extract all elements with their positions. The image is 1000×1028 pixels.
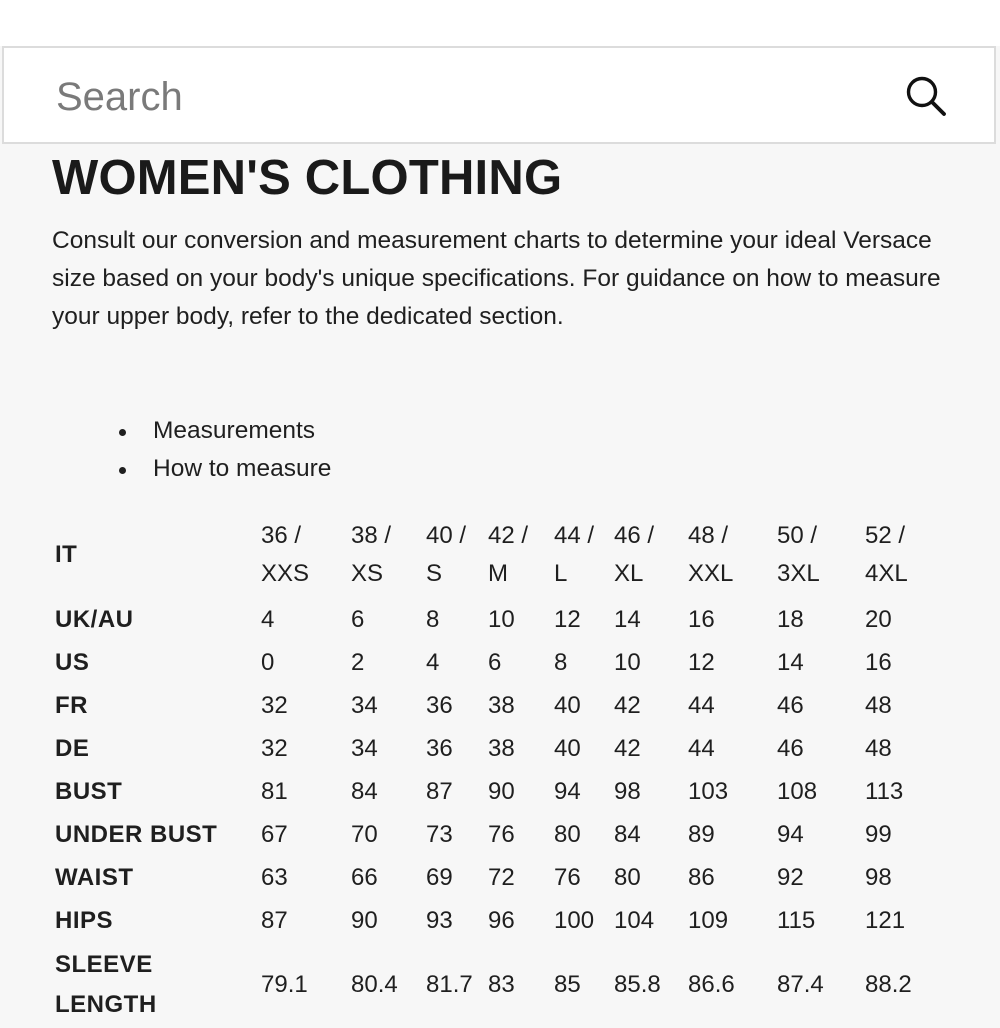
- table-cell: 121: [865, 906, 906, 934]
- table-cell: 80: [614, 863, 641, 891]
- table-row: [52, 598, 925, 641]
- table-cell: 93: [426, 906, 453, 934]
- table-cell: 8: [554, 648, 568, 676]
- table-cell: 80: [554, 820, 581, 848]
- table-cell: 70: [351, 820, 378, 848]
- row-label: BUST: [55, 777, 123, 805]
- table-cell: 40: [554, 691, 581, 719]
- table-cell: 92: [777, 863, 804, 891]
- table-row: [52, 813, 925, 856]
- table-cell: 14: [614, 605, 641, 633]
- table-cell: 48: [865, 691, 892, 719]
- table-cell: 69: [426, 863, 453, 891]
- table-cell: 98: [865, 863, 892, 891]
- row-label: HIPS: [55, 906, 114, 934]
- table-cell: 38: [488, 734, 515, 762]
- table-cell: 79.1: [261, 971, 308, 998]
- table-row: [52, 770, 925, 813]
- table-cell: 32: [261, 734, 288, 762]
- table-cell: 32: [261, 691, 288, 719]
- table-cell: 46: [777, 691, 804, 719]
- table-row: [52, 727, 925, 770]
- row-label: FR: [55, 691, 88, 719]
- table-cell: 72: [488, 863, 515, 891]
- table-row: [52, 899, 925, 942]
- row-label: DE: [55, 734, 90, 762]
- row-label: UNDER BUST: [55, 820, 218, 848]
- table-cell: 63: [261, 863, 288, 891]
- table-cell: 42: [614, 691, 641, 719]
- table-cell: 16: [865, 648, 892, 676]
- table-cell: 88.2: [865, 971, 912, 998]
- table-cell: 94: [554, 777, 581, 805]
- table-cell: 73: [426, 820, 453, 848]
- page-title: WOMEN'S CLOTHING: [52, 151, 563, 205]
- intro-text: Consult our conversion and measurement charts to determine your ideal Versace size based on your body's unique specifications. For guidance on how to measure your upper body, refer to the dedicated section.: [52, 227, 941, 330]
- table-cell: 94: [777, 820, 804, 848]
- table-cell: 100: [554, 906, 595, 934]
- table-cell: 81: [261, 777, 288, 805]
- table-cell: 6: [488, 648, 502, 676]
- table-cell: 4: [426, 648, 440, 676]
- table-cell: 12: [688, 648, 715, 676]
- size-header-cell: 50 / 3XL: [777, 522, 820, 587]
- table-cell: 109: [688, 906, 729, 934]
- table-cell: 84: [614, 820, 641, 848]
- table-cell: 85: [554, 971, 581, 998]
- table-cell: 99: [865, 820, 892, 848]
- nav-item-how-to-measure: [119, 450, 331, 488]
- table-cell: 14: [777, 648, 804, 676]
- table-row-sleeve-length: [52, 942, 925, 1028]
- table-cell: 96: [488, 906, 515, 934]
- table-cell: 42: [614, 734, 641, 762]
- size-header-cell: 52 / 4XL: [865, 522, 908, 587]
- table-cell: 36: [426, 691, 453, 719]
- row-label: UK/AU: [55, 605, 134, 633]
- table-cell: 20: [865, 605, 892, 633]
- table-cell: 44: [688, 691, 715, 719]
- search-input[interactable]: [56, 70, 836, 124]
- table-cell: 103: [688, 777, 729, 805]
- table-cell: 104: [614, 906, 655, 934]
- table-cell: 40: [554, 734, 581, 762]
- table-cell: 86: [688, 863, 715, 891]
- table-cell: 87: [426, 777, 453, 805]
- row-label: US: [55, 648, 90, 676]
- table-cell: 10: [488, 605, 515, 633]
- table-cell: 44: [688, 734, 715, 762]
- table-cell: 76: [488, 820, 515, 848]
- table-cell: 46: [777, 734, 804, 762]
- table-cell: 4: [261, 605, 275, 633]
- table-cell: 80.4: [351, 971, 398, 998]
- size-header-cell: 38 / XS: [351, 522, 392, 587]
- table-cell: 16: [688, 605, 715, 633]
- size-header-cell: 48 / XXL: [688, 522, 734, 587]
- section-nav: [119, 412, 331, 488]
- size-header-cell: 36 / XXS: [261, 522, 310, 587]
- nav-item-measurements: [119, 412, 331, 450]
- table-cell: 12: [554, 605, 581, 633]
- table-cell: 87: [261, 906, 288, 934]
- table-cell: 2: [351, 648, 365, 676]
- row-label-it: IT: [55, 541, 78, 568]
- nav-link-how-to-measure[interactable]: How to measure: [153, 455, 332, 482]
- table-cell: 38: [488, 691, 515, 719]
- table-header-row: [52, 512, 925, 598]
- table-cell: 85.8: [614, 971, 661, 998]
- table-cell: 83: [488, 971, 515, 998]
- table-cell: 18: [777, 605, 804, 633]
- size-header-cell: 40 / S: [426, 522, 467, 587]
- row-label-sleeve-length: SLEEVE LENGTH: [55, 951, 157, 1018]
- table-cell: 89: [688, 820, 715, 848]
- table-cell: 81.7: [426, 971, 473, 998]
- table-cell: 48: [865, 734, 892, 762]
- table-cell: 108: [777, 777, 818, 805]
- size-conversion-table: [52, 512, 925, 1028]
- size-header-cell: 44 / L: [554, 522, 595, 587]
- table-row: [52, 641, 925, 684]
- table-row: [52, 856, 925, 899]
- table-cell: 67: [261, 820, 288, 848]
- row-label: WAIST: [55, 863, 134, 891]
- table-row: [52, 684, 925, 727]
- table-cell: 76: [554, 863, 581, 891]
- table-cell: 8: [426, 605, 440, 633]
- table-cell: 6: [351, 605, 365, 633]
- table-cell: 87.4: [777, 971, 824, 998]
- table-cell: 90: [351, 906, 378, 934]
- top-strip: [0, 0, 1000, 46]
- table-cell: 98: [614, 777, 641, 805]
- table-cell: 0: [261, 648, 275, 676]
- table-cell: 113: [865, 777, 904, 805]
- size-header-cell: 42 / M: [488, 522, 529, 587]
- table-cell: 90: [488, 777, 515, 805]
- table-cell: 66: [351, 863, 378, 891]
- table-cell: 36: [426, 734, 453, 762]
- table-cell: 86.6: [688, 971, 735, 998]
- table-cell: 115: [777, 906, 816, 934]
- size-header-cell: 46 / XL: [614, 522, 655, 587]
- table-cell: 84: [351, 777, 378, 805]
- search-icon[interactable]: [904, 74, 948, 118]
- table-cell: 34: [351, 734, 378, 762]
- table-cell: 34: [351, 691, 378, 719]
- search-bar: [2, 46, 996, 144]
- nav-link-measurements[interactable]: Measurements: [153, 417, 316, 444]
- table-cell: 10: [614, 648, 641, 676]
